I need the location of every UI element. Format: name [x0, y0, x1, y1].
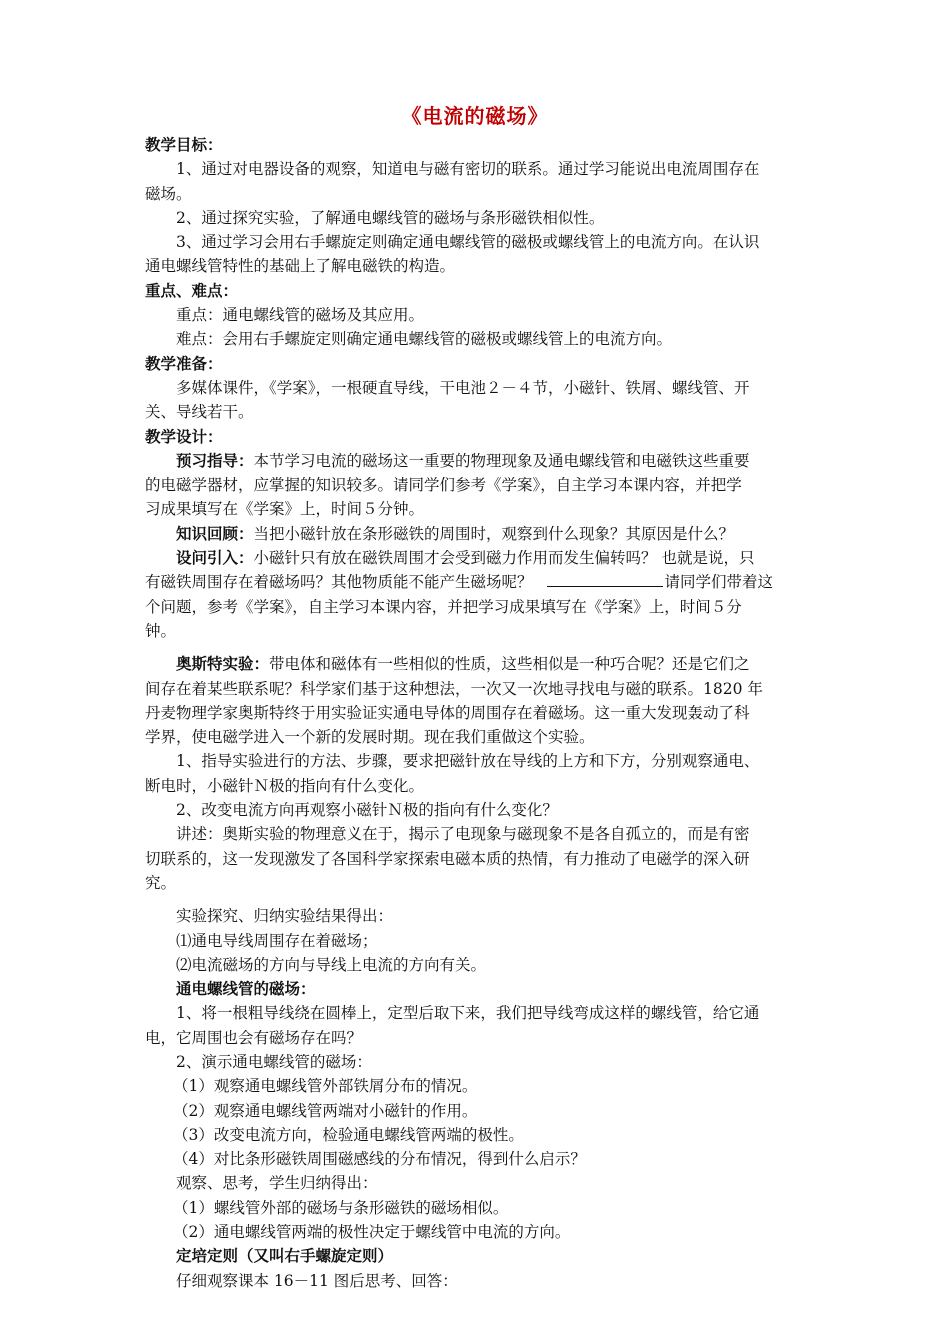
intro-line-5: 钟。 — [145, 621, 177, 640]
document-title: 《电流的磁场》 — [401, 104, 549, 128]
prep-line-2: 关、导线若干。 — [145, 403, 254, 422]
oersted-line-2: 间存在着某些联系呢？科学家们基于这种想法，一次又一次地寻找电与磁的联系。1820 年 — [145, 679, 763, 698]
oersted-step-2: 2、改变电流方向再观察小磁针Ｎ极的指向有什么变化？ — [176, 801, 558, 820]
difficult-point: 难点：会用右手螺旋定则确定通电螺线管的磁极或螺线管上的电流方向。 — [176, 330, 673, 349]
preview-line-1 — [145, 449, 807, 473]
goals-heading: 教学目标： — [145, 136, 223, 154]
intro-line-2 — [145, 570, 807, 594]
review-text: 当把小磁针放在条形磁铁的周围时，观察到什么现象？其原因是什么？ — [253, 524, 735, 543]
intro-label: 设问引入： — [176, 549, 254, 568]
prep-heading: 教学准备： — [145, 354, 223, 373]
preview-line-3: 习成果填写在《学案》上，时间５分钟。 — [145, 500, 425, 519]
conclusion-1: ⑴通电导线周围存在着磁场； — [176, 931, 378, 950]
oersted-line-3: 丹麦物理学家奥斯特终于用实验证实通电导体的周围存在着磁场。这一重大发现轰动了科 — [145, 703, 750, 722]
goal-3-line-b: 通电螺线管特性的基础上了解电磁铁的构造。 — [145, 257, 456, 276]
preview-label: 预习指导： — [176, 451, 254, 470]
review-line — [145, 522, 807, 546]
key-point: 重点：通电螺线管的磁场及其应用。 — [176, 306, 425, 325]
talk-line-1: 讲述：奥斯实验的物理意义在于，揭示了电现象与磁现象不是各自孤立的，而是有密 — [176, 825, 750, 844]
talk-line-3: 究。 — [145, 873, 177, 892]
intro-text-3: 请同学们带着这 — [664, 573, 774, 592]
demo-1: （1）观察通电螺线管外部铁屑分布的情况。 — [173, 1077, 478, 1096]
result-1: （1）螺线管外部的磁场与条形磁铁的磁场相似。 — [173, 1198, 509, 1217]
demo-4: （4）对比条形磁铁周围磁感线的分布情况，得到什么启示？ — [173, 1150, 586, 1169]
conclusion-2: ⑵电流磁场的方向与导线上电流的方向有关。 — [176, 955, 487, 974]
prep-line-1: 多媒体课件，《学案》，一根硬直导线，干电池２－４节，小磁针、铁屑、螺线管、开 — [176, 378, 750, 397]
document-body — [145, 133, 807, 1293]
preview-line-2: 的电磁学器材，应掌握的知识较多。请同学们参考《学案》，自主学习本课内容，并把学 — [145, 476, 742, 495]
preview-text-1: 本节学习电流的磁场这一重要的物理现象及通电螺线管和电磁铁这些重要 — [253, 451, 750, 470]
intro-text-1: 小磁针只有放在磁铁周围才会受到磁力作用而发生偏转吗？ 也就是说，只 — [253, 549, 755, 568]
goal-1-line-a: 1、通过对电器设备的观察，知道电与磁有密切的联系。通过学习能说出电流周围存在 — [176, 160, 760, 179]
intro-text-2: 有磁铁周围存在着磁场吗？其他物质能不能产生磁场呢？ — [145, 573, 533, 592]
oersted-label: 奥斯特实验： — [176, 655, 270, 674]
intro-line-4: 个问题，参考《学案》，自主学习本课内容，并把学习成果填写在《学案》上，时间５分 — [145, 597, 742, 616]
review-label: 知识回顾： — [176, 524, 254, 543]
answer-blank — [547, 571, 663, 587]
talk-line-2: 切联系的，这一发现激发了各国科学家探索电磁本质的热情，有力推动了电磁学的深入研 — [145, 849, 750, 868]
oersted-text-1: 带电体和磁体有一些相似的性质，这些相似是一种巧合呢？还是它们之 — [269, 655, 750, 674]
design-heading: 教学设计： — [145, 427, 223, 446]
demo-2: （2）观察通电螺线管两端对小磁针的作用。 — [173, 1101, 478, 1120]
result-2: （2）通电螺线管两端的极性决定于螺线管中电流的方向。 — [173, 1223, 571, 1242]
solenoid-step-1-line-b: 电，它周围也会有磁场存在吗？ — [145, 1028, 363, 1047]
conclusion-intro: 实验探究、归纳实验结果得出： — [176, 907, 394, 926]
demo-3: （3）改变电流方向，检验通电螺线管两端的极性。 — [173, 1125, 524, 1144]
oersted-step-1-line-b: 断电时，小磁针Ｎ极的指向有什么变化。 — [145, 776, 425, 795]
intro-line-1 — [145, 546, 807, 570]
observe-line: 观察、思考，学生归纳得出： — [176, 1174, 378, 1193]
solenoid-step-1-line-a: 1、将一根粗导线绕在圆棒上，定型后取下来，我们把导线弯成这样的螺线管，给它通 — [176, 1004, 760, 1023]
oersted-line-4: 学界，使电磁学进入一个新的发展时期。现在我们重做这个实验。 — [145, 728, 595, 747]
key-points-heading: 重点、难点： — [145, 281, 239, 300]
ampere-heading: 定培定则（又叫右手螺旋定则） — [176, 1247, 394, 1266]
oersted-step-1-line-a: 1、指导实验进行的方法、步骤，要求把磁针放在导线的上方和下方，分别观察通电、 — [176, 752, 760, 771]
goal-3-line-a: 3、通过学习会用右手螺旋定则确定通电螺线管的磁极或螺线管上的电流方向。在认识 — [176, 233, 760, 252]
solenoid-heading: 通电螺线管的磁场： — [176, 980, 316, 999]
oersted-line-1 — [145, 652, 807, 676]
goal-1-line-b: 磁场。 — [145, 184, 192, 203]
solenoid-step-2: 2、演示通电螺线管的磁场： — [176, 1052, 372, 1071]
goal-2: 2、通过探究实验，了解通电螺线管的磁场与条形磁铁相似性。 — [176, 208, 605, 227]
ampere-line-1: 仔细观察课本 16－11 图后思考、回答： — [176, 1271, 458, 1290]
